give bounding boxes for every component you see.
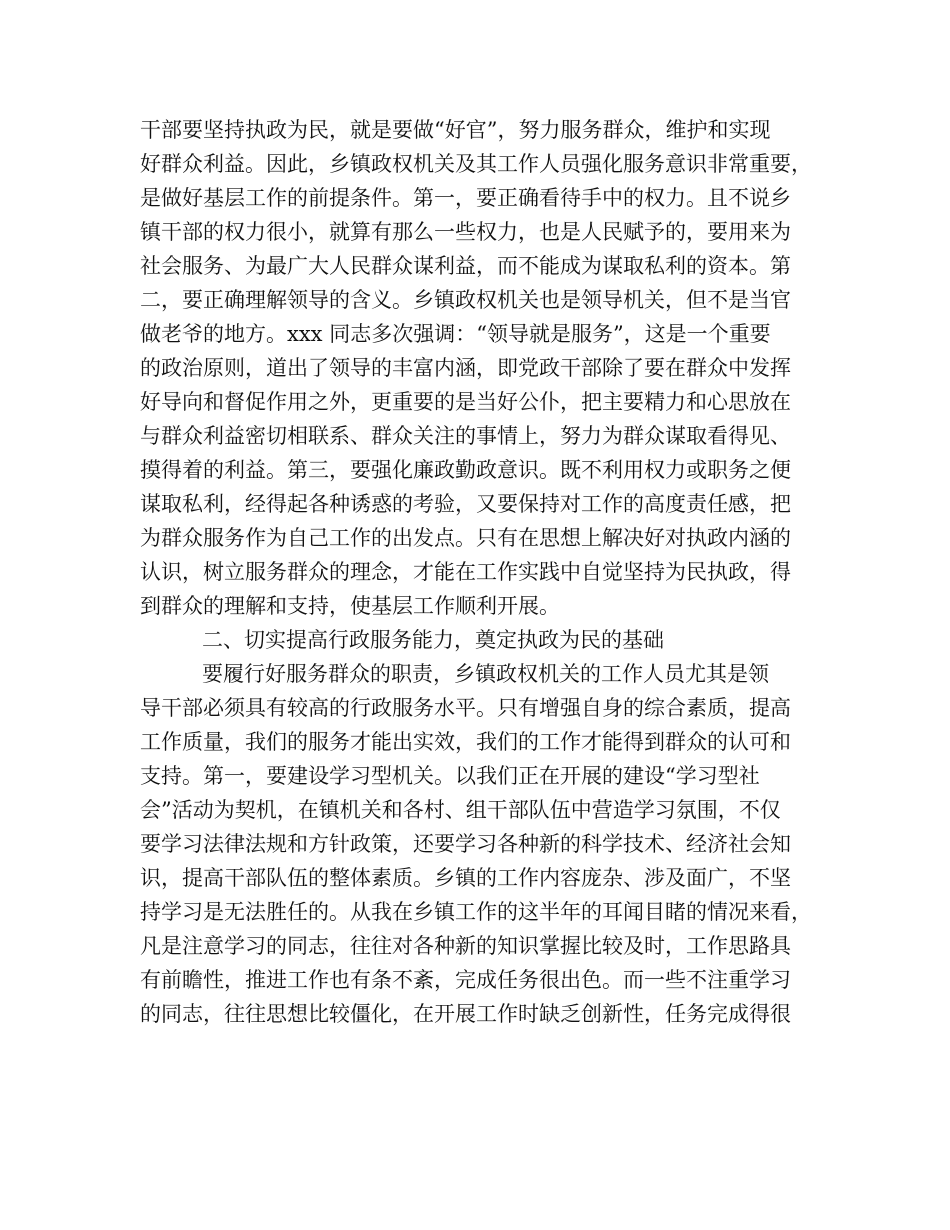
paragraph-line: 认识，树立服务群众的理念，才能在工作实践中自觉坚持为民执政，得 (140, 560, 791, 584)
body-text (140, 113, 820, 1031)
paragraph-1 (140, 113, 820, 623)
paragraph-line: 好导向和督促作用之外，更重要的是当好公仆，把主要精力和心思放在 (140, 390, 791, 414)
paragraph-line: 镇干部的权力很小，就算有那么一些权力，也是人民赋予的，要用来为 (140, 220, 791, 244)
paragraph-line: 导干部必须具有较高的行政服务水平。只有增强自身的综合素质，提高 (140, 696, 791, 720)
paragraph-line: 好群众利益。因此，乡镇政权机关及其工作人员强化服务意识非常重要， (140, 152, 812, 176)
paragraph-line: 干部要坚持执政为民，就是要做“好官”，努力服务群众，维护和实现 (140, 118, 771, 142)
paragraph-line: 为群众服务作为自己工作的出发点。只有在思想上解决好对执政内涵的 (140, 526, 791, 550)
paragraph-line: 识，提高干部队伍的整体素质。乡镇的工作内容庞杂、涉及面广，不坚 (140, 866, 791, 890)
paragraph-line: 支持。第一，要建设学习型机关。以我们正在开展的建设“学习型社 (140, 764, 760, 788)
paragraph-line: 的政治原则，道出了领导的丰富内涵，即党政干部除了要在群众中发挥 (140, 356, 791, 380)
paragraph-line: 谋取私利，经得起各种诱惑的考验，又要保持对工作的高度责任感，把 (140, 492, 791, 516)
paragraph-line: 工作质量，我们的服务才能出实效，我们的工作才能得到群众的认可和 (140, 730, 791, 754)
paragraph-2 (140, 657, 820, 1031)
paragraph-line: 的同志，往往思想比较僵化，在开展工作时缺乏创新性，任务完成得很 (140, 1002, 791, 1026)
paragraph-line: 凡是注意学习的同志，往往对各种新的知识掌握比较及时，工作思路具 (140, 934, 791, 958)
paragraph-line: 持学习是无法胜任的。从我在乡镇工作的这半年的耳闻目睹的情况来看， (140, 900, 812, 924)
paragraph-line: 做老爷的地方。xxx 同志多次强调：“领导就是服务”，这是一个重要 (140, 322, 771, 346)
paragraph-line: 二，要正确理解领导的含义。乡镇政权机关也是领导机关，但不是当官 (140, 288, 791, 312)
paragraph-line: 社会服务、为最广大人民群众谋利益，而不能成为谋取私利的资本。第 (140, 254, 791, 278)
paragraph-line: 与群众利益密切相联系、群众关注的事情上，努力为群众谋取看得见、 (140, 424, 791, 448)
paragraph-line: 有前瞻性，推进工作也有条不紊，完成任务很出色。而一些不注重学习 (140, 968, 791, 992)
paragraph-line: 要学习法律法规和方针政策，还要学习各种新的科学技术、经济社会知 (140, 832, 791, 856)
paragraph-line: 到群众的理解和支持，使基层工作顺利开展。 (140, 594, 560, 618)
section-heading: 二、切实提高行政服务能力，奠定执政为民的基础 (202, 628, 664, 652)
paragraph-line: 摸得着的利益。第三，要强化廉政勤政意识。既不利用权力或职务之便 (140, 458, 791, 482)
paragraph-line: 会”活动为契机，在镇机关和各村、组干部队伍中营造学习氛围，不仅 (140, 798, 781, 822)
paragraph-line: 是做好基层工作的前提条件。第一，要正确看待手中的权力。且不说乡 (140, 186, 791, 210)
paragraph-line: 要履行好服务群众的职责，乡镇政权机关的工作人员尤其是领 (202, 662, 769, 686)
